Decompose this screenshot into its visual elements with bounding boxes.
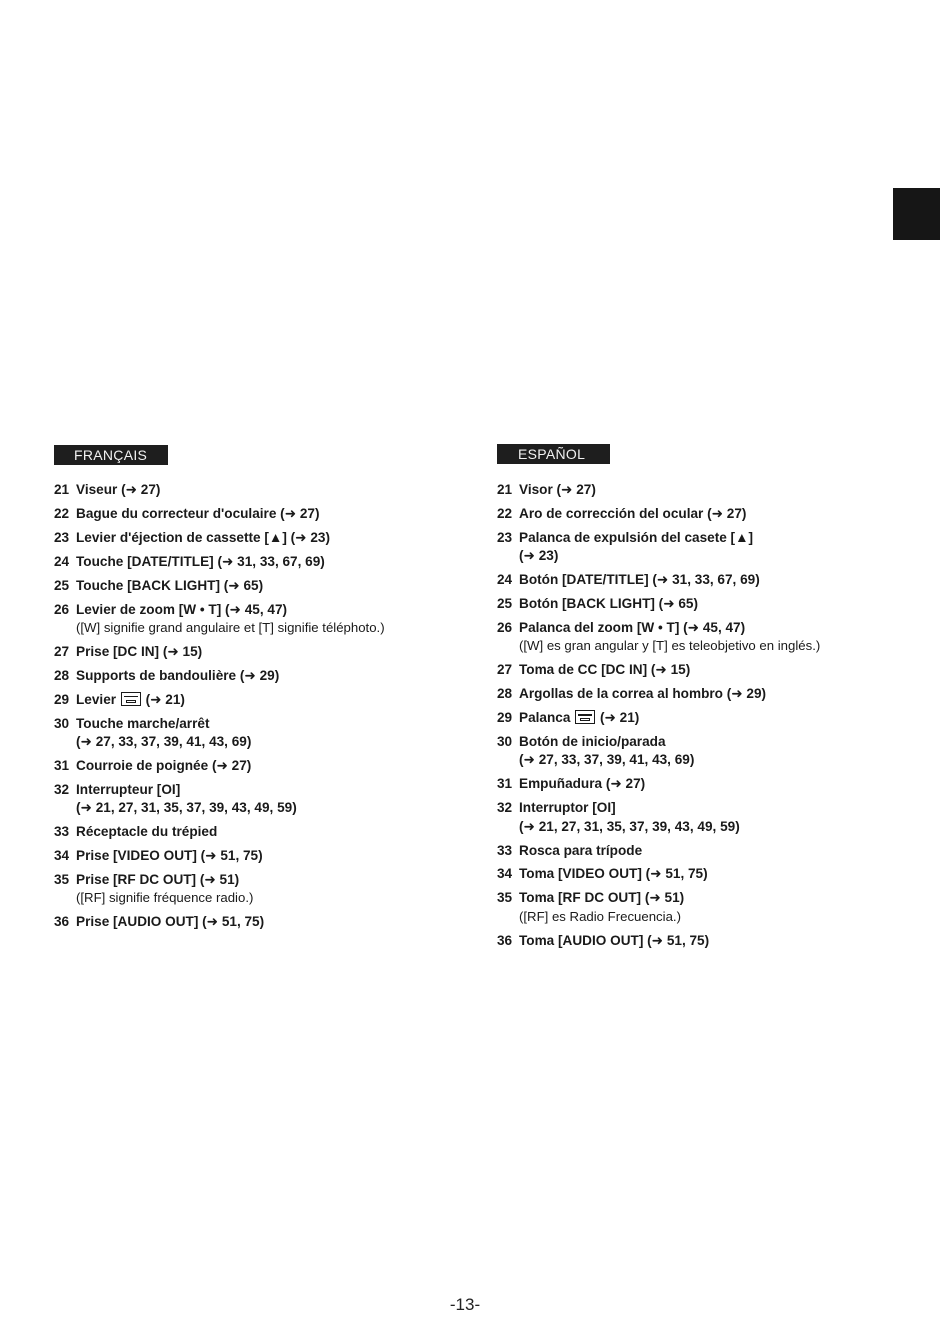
- item-number: 32: [497, 800, 513, 816]
- item-number: 30: [497, 733, 513, 749]
- list-item: [497, 661, 820, 679]
- item-text-suffix: (➜ 21): [596, 710, 640, 726]
- list-item: [497, 842, 820, 860]
- item-number: 31: [54, 757, 70, 773]
- item-text-prefix: Levier: [76, 691, 120, 707]
- item-number: 22: [54, 505, 70, 521]
- item-text: Toma de CC [DC IN] (➜ 15): [519, 662, 691, 678]
- list-item: [54, 577, 385, 595]
- list-item: [497, 481, 820, 499]
- list-item: [54, 871, 385, 908]
- item-text: Touche marche/arrêt: [76, 715, 210, 731]
- item-text: Prise [VIDEO OUT] (➜ 51, 75): [76, 848, 263, 863]
- list-item: [54, 505, 385, 523]
- item-number: 22: [497, 505, 513, 521]
- item-number: 24: [54, 553, 70, 569]
- item-text: [519, 709, 820, 727]
- item-note: ([W] signifie grand angulaire et [T] signifie téléphoto.): [76, 619, 385, 635]
- list-item: [54, 601, 385, 638]
- list-item: [54, 757, 385, 775]
- list-item: [54, 553, 385, 571]
- item-number: 23: [54, 529, 70, 545]
- item-text: Prise [AUDIO OUT] (➜ 51, 75): [76, 914, 265, 930]
- item-number: 35: [497, 890, 513, 906]
- item-number: 27: [54, 643, 70, 659]
- list-item: [497, 775, 820, 793]
- item-note: ([RF] signifie fréquence radio.): [76, 890, 254, 906]
- item-number: 35: [54, 871, 70, 887]
- item-number: 21: [54, 482, 70, 497]
- list-item: [497, 505, 820, 523]
- item-note: ([W] es gran angular y [T] es teleobjetivo en inglés.): [519, 638, 821, 654]
- list-item: [497, 529, 820, 566]
- item-number: 34: [497, 866, 513, 882]
- list-item: [497, 932, 820, 950]
- item-text: (➜ 23): [519, 548, 559, 564]
- list-item: [497, 571, 820, 589]
- language-header-espanol: ESPAÑOL: [497, 444, 610, 464]
- item-number: 33: [497, 842, 513, 858]
- item-text: (➜ 21, 27, 31, 35, 37, 39, 43, 49, 59): [76, 800, 297, 816]
- item-text: Botón de inicio/parada: [519, 733, 666, 749]
- item-text: Touche [BACK LIGHT] (➜ 65): [76, 577, 264, 593]
- item-number: 24: [497, 572, 513, 588]
- item-text: Toma [RF DC OUT] (➜ 51): [519, 890, 685, 906]
- list-item: [54, 481, 385, 499]
- item-text: Toma [AUDIO OUT] (➜ 51, 75): [519, 932, 710, 948]
- item-note: ([RF] es Radio Frecuencia.): [519, 908, 681, 924]
- item-text: Viseur (➜ 27): [76, 482, 161, 497]
- parts-list-francais: [54, 481, 385, 937]
- item-text: Bague du correcteur d'oculaire (➜ 27): [76, 505, 320, 521]
- item-text: Réceptacle du trépied: [76, 824, 218, 840]
- item-number: 36: [497, 932, 513, 948]
- item-text: Empuñadura (➜ 27): [519, 776, 646, 792]
- list-item: [54, 847, 385, 865]
- item-text: [76, 691, 385, 709]
- item-text: Supports de bandoulière (➜ 29): [76, 667, 280, 683]
- item-text: Levier d'éjection de cassette [▲] (➜ 23): [76, 529, 330, 545]
- item-text: Touche [DATE/TITLE] (➜ 31, 33, 67, 69): [76, 553, 325, 569]
- item-text: Interrupteur [OI]: [76, 781, 181, 797]
- item-text: Palanca del zoom [W • T] (➜ 45, 47): [519, 619, 746, 635]
- item-number: 23: [497, 529, 513, 545]
- item-number: 33: [54, 824, 70, 840]
- list-item: [497, 685, 820, 703]
- item-text: Rosca para trípode: [519, 842, 643, 858]
- item-number: 30: [54, 715, 70, 731]
- page-number: -13-: [449, 1295, 481, 1314]
- list-item: [497, 799, 820, 836]
- item-text: Courroie de poignée (➜ 27): [76, 757, 252, 773]
- list-item: [54, 823, 385, 841]
- item-number: 32: [54, 781, 70, 797]
- list-item: [497, 595, 820, 613]
- list-item: [54, 667, 385, 685]
- item-number: 28: [54, 667, 70, 683]
- cassette-eject-icon: [121, 692, 141, 706]
- item-text: Botón [DATE/TITLE] (➜ 31, 33, 67, 69): [519, 572, 760, 588]
- item-text: (➜ 27, 33, 37, 39, 41, 43, 69): [76, 733, 252, 749]
- list-item: [54, 781, 385, 818]
- list-item: [54, 715, 385, 752]
- item-text: Prise [RF DC OUT] (➜ 51): [76, 871, 240, 887]
- item-number: 36: [54, 914, 70, 930]
- item-number: 31: [497, 776, 513, 792]
- cassette-eject-icon: [575, 710, 595, 724]
- item-text: Botón [BACK LIGHT] (➜ 65): [519, 596, 699, 612]
- item-number: 29: [497, 710, 513, 726]
- list-item: [497, 889, 820, 926]
- item-text: Interruptor [OI]: [519, 800, 616, 816]
- list-item: [54, 691, 385, 709]
- list-item: [497, 733, 820, 770]
- list-item: [54, 643, 385, 661]
- item-number: 29: [54, 691, 70, 707]
- parts-list-espanol: [497, 481, 820, 956]
- item-number: 21: [497, 482, 513, 497]
- list-item: [497, 865, 820, 883]
- item-text: Argollas de la correa al hombro (➜ 29): [519, 686, 767, 702]
- list-item: [54, 529, 385, 547]
- item-number: 28: [497, 686, 513, 702]
- item-number: 25: [54, 577, 70, 593]
- language-header-francais: FRANÇAIS: [54, 445, 168, 465]
- item-number: 27: [497, 662, 513, 678]
- item-text: (➜ 27, 33, 37, 39, 41, 43, 69): [519, 752, 695, 768]
- section-edge-tab: [893, 188, 940, 240]
- item-number: 26: [54, 601, 70, 617]
- item-text: Visor (➜ 27): [519, 482, 596, 497]
- item-text: (➜ 21, 27, 31, 35, 37, 39, 43, 49, 59): [519, 818, 740, 834]
- item-text-prefix: Palanca: [519, 710, 575, 726]
- item-text: Aro de corrección del ocular (➜ 27): [519, 505, 747, 521]
- list-item: [497, 709, 820, 727]
- item-text: Toma [VIDEO OUT] (➜ 51, 75): [519, 866, 708, 882]
- item-text: Palanca de expulsión del casete [▲]: [519, 529, 754, 545]
- item-text: Prise [DC IN] (➜ 15): [76, 643, 203, 659]
- item-number: 26: [497, 619, 513, 635]
- item-text: Levier de zoom [W • T] (➜ 45, 47): [76, 601, 288, 617]
- item-text-suffix: (➜ 21): [141, 691, 185, 707]
- item-number: 25: [497, 596, 513, 612]
- list-item: [497, 619, 820, 656]
- list-item: [54, 913, 385, 931]
- item-number: 34: [54, 848, 70, 863]
